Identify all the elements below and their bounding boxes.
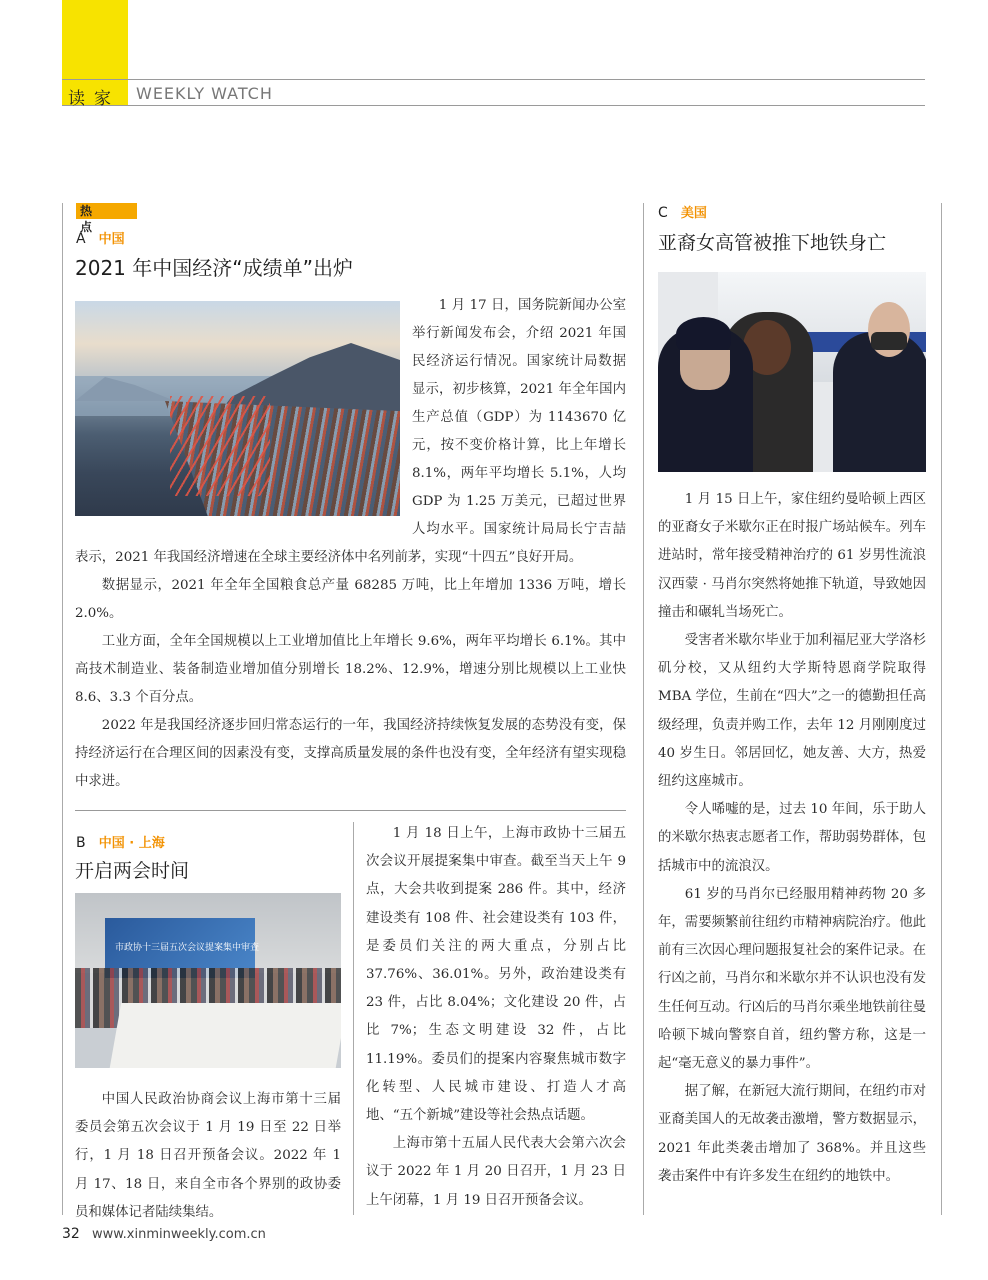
article-b-paragraph: 上海市第十五届人民代表大会第六次会议于 2022 年 1 月 20 日召开，1 月 23 日上午闭幕，1 月 19 日召开预备会议。: [366, 1136, 626, 1208]
article-b-paragraph: 1 月 18 日上午，上海市政协十三届五次会议开展提案集中审查。截至当天上午 9 点，大会共收到提案 286 件。其中，经济建设类有 108 件、社会建设类有 103 件，是委员们关注的两大重点，分别占比 37.76%、36.01%。另外，政治建设类有 23 件，占比 8.04%；文化建设 20 件，占比 7%；生态文明建设 32 件，占比 11.19%。委员们的提案内容聚焦城市数字化转型、人民城市建设、打造人才高地、“五个新城”建设等社会热点话题。: [366, 826, 626, 1124]
article-a-region: 中国: [98, 232, 125, 247]
hot-tag: 热点: [76, 203, 137, 219]
meeting-photo: [75, 893, 341, 1068]
article-a-paragraph: 2022 年是我国经济逐步回归常态运行的一年，我国经济持续恢复发展的态势没有变，保持经济运行在合理区间的因素没有变，支撑高质量发展的条件也没有变，全年经济有望实现稳中求进。: [75, 718, 626, 789]
article-b-kicker: [76, 832, 165, 851]
photo-float-spacer: [75, 292, 412, 524]
article-a-lead: 1 月 17 日，国务院新闻办公室举行新闻发布会，介绍 2021 年国民经济运行情况。国家统计局数据显示，初步核算，2021 年全年国内生产总值（GDP）为 1143670 亿元，按不变价格计算，比上年增长 8.1%，两年平均增长 5.1%，人均 GDP 为 1.25 万美元，已超过世界人均水平。国家统计局局长宁吉喆表示，2021 年我国经济增速在全球主要经济体中名列前茅，实现“十四五”良好开局。: [75, 298, 626, 565]
article-a-kicker: [76, 228, 125, 247]
section-subtitle: WEEKLY WATCH: [136, 84, 273, 103]
article-a-letter: A: [76, 231, 86, 247]
article-c-body: [658, 486, 926, 1191]
article-b-right-body: [366, 820, 626, 1215]
article-a-paragraph: 工业方面，全年全国规模以上工业增加值比上年增长 9.6%，两年平均增长 6.1%。其中高技术制造业、装备制造业增加值分别增长 18.2%、12.9%，增速分别比规模以上工业快 8.6、3.3 个百分点。: [75, 634, 626, 705]
article-a-body: [75, 292, 626, 796]
article-c-paragraph: 据了解，在新冠大流行期间，在纽约市对亚裔美国人的无故袭击激增，警方数据显示，2021 年此类袭击增加了 368%。并且这些袭击案件中有许多发生在纽约的地铁中。: [658, 1084, 926, 1184]
section-label: 读家: [68, 89, 120, 109]
article-c-paragraph: 受害者米歇尔毕业于加利福尼亚大学洛杉矶分校，又从纽约大学斯特恩商学院取得 MBA 学位，生前在“四大”之一的德勤担任高级经理，负责并购工作，去年 12 月刚刚度过 40 岁生日。邻居回忆，她友善、大方，热爱纽约这座城市。: [658, 633, 926, 790]
left-column-rule: [62, 203, 63, 1215]
article-c-title: 亚裔女高管被推下地铁身亡: [658, 232, 887, 254]
website-link[interactable]: www.xinminweekly.com.cn: [91, 1227, 266, 1242]
page-footer: [62, 1226, 266, 1242]
article-b-title: 开启两会时间: [75, 860, 190, 882]
header-rule-top: [62, 79, 925, 80]
nypd-photo: [658, 272, 926, 472]
right-column-rule: [941, 203, 942, 1215]
article-c-paragraph: 1 月 15 日上午，家住纽约曼哈顿上西区的亚裔女子米歇尔正在时报广场站候车。列车进站时，常年接受精神治疗的 61 岁男性流浪汉西蒙 · 马肖尔突然将她推下轨道，导致她因撞击和碾轧当场死亡。: [658, 492, 926, 620]
header-rule-bottom: [62, 105, 925, 106]
article-a-title: 2021 年中国经济“成绩单”出炉: [75, 256, 353, 280]
article-b-letter: B: [76, 835, 86, 851]
page-number: 32: [62, 1226, 80, 1242]
article-b-divider: [353, 822, 354, 1215]
article-separator: [75, 810, 626, 811]
article-c-paragraph: 令人唏嘘的是，过去 10 年间，乐于助人的米歇尔热衷志愿者工作，帮助弱势群体，包括城市中的流浪汉。: [658, 802, 926, 874]
column-divider: [643, 203, 644, 1215]
article-a-paragraph: 数据显示，2021 年全年全国粮食总产量 68285 万吨，比上年增加 1336 万吨，增长 2.0%。: [75, 578, 626, 621]
photo-screen-text: 市政协十三届五次会议提案集中审查: [115, 943, 260, 953]
article-b-left-body: [75, 1086, 341, 1227]
article-b-region: 中国 · 上海: [98, 836, 165, 851]
article-c-kicker: [658, 202, 707, 221]
article-c-letter: C: [658, 205, 668, 221]
article-b-paragraph: 中国人民政治协商会议上海市第十三届委员会第五次会议于 1 月 19 日至 22 日举行，1 月 18 日召开预备会议。2022 年 1 月 17、18 日，来自全市各个界别的政协委员和媒体记者陆续集结。: [75, 1092, 341, 1220]
article-c-paragraph: 61 岁的马肖尔已经服用精神药物 20 多年，需要频繁前往纽约市精神病院治疗。他此前有三次因心理问题报复社会的案件记录。在行凶之前，马肖尔和米歇尔并不认识也没有发生任何互动。行凶后的马肖尔乘坐地铁前往曼哈顿下城向警察自首，纽约警方称，这是一起“毫无意义的暴力事件”。: [658, 886, 926, 1072]
article-c-region: 美国: [680, 206, 707, 221]
